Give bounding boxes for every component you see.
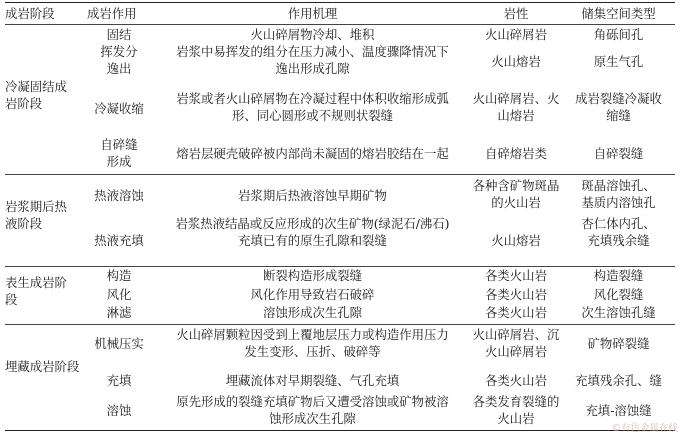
row-mechanism: 风化作用导致岩石破碎 [250, 287, 375, 302]
row-action: 淋滤 [106, 305, 132, 320]
row-mechanism: 火山碎屑颗粒因受到上覆地层压力或构造作用压力 发生变形、压折、破碎等 [176, 327, 449, 359]
header-rock: 岩性 [503, 6, 529, 21]
stage-label-3: 表生成岩阶 段 [5, 275, 67, 307]
row-rock: 各类火山岩 [485, 268, 547, 283]
row-action: 固结 [106, 27, 132, 42]
row-mechanism: 火山碎屑物冷却、堆积 [250, 27, 375, 42]
row-mechanism: 岩浆中易挥发的组分在压力减小、温度骤降情况下 逸出形成孔隙 [176, 44, 449, 76]
row-space: 自碎裂缝 [593, 146, 644, 161]
header-space: 储集空间类型 [581, 6, 656, 21]
row-rock: 火山碎屑岩、火 山熔岩 [472, 91, 560, 123]
row-space: 斑晶溶蚀孔、 基质内溶蚀孔 [581, 178, 656, 210]
row-mechanism: 岩浆或者火山碎屑物在冷凝过程中体积收缩形成弧 形、同心圆形或不规则状裂缝 [176, 91, 449, 123]
row-space: 杏仁体内孔、 充填残余缝 [581, 216, 656, 248]
header-action: 成岩作用 [87, 6, 137, 21]
row-rock: 各类火山岩 [485, 373, 547, 388]
stage-label-2: 岩浆期后热 液阶段 [5, 199, 67, 231]
row-space: 角砾间孔 [593, 27, 644, 42]
row-space: 风化裂缝 [593, 287, 644, 302]
row-mechanism: 埋藏流体对早期裂缝、气孔充填 [225, 373, 400, 388]
row-mechanism: 岩浆期后热液溶蚀早期矿物 [238, 188, 387, 203]
row-space: 矿物碎裂缝 [587, 336, 650, 351]
group-rule-1 [5, 174, 675, 175]
row-mechanism: 熔岩层硬壳破碎被内部尚未凝固的熔岩胶结在一起 [176, 146, 449, 161]
row-space: 充填-溶蚀缝 [585, 403, 652, 418]
row-mechanism: 溶蚀形成次生孔隙 [262, 305, 363, 320]
row-mechanism: 原先形成的裂缝充填矿物后又遭受溶蚀或矿物被溶 蚀形成次生孔隙 [176, 394, 449, 426]
row-rock: 火山碎屑岩、沉 火山碎屑岩 [472, 327, 560, 359]
row-rock: 各类火山岩 [485, 305, 547, 320]
header-rule [5, 24, 675, 25]
row-mechanism: 断裂构造形成裂缝 [262, 268, 363, 283]
row-action: 冷凝收缩 [94, 101, 144, 116]
row-space: 充填残余孔、缝 [575, 373, 662, 388]
row-action: 热液充填 [94, 233, 144, 248]
row-space: 原生气孔 [593, 54, 644, 69]
row-space: 成岩裂缝冷凝收 缩缝 [575, 91, 662, 123]
row-action: 机械压实 [94, 336, 144, 351]
row-action: 构造 [106, 268, 132, 283]
header-stage: 成岩阶段 [5, 6, 55, 21]
row-action: 自碎缝 形成 [100, 137, 138, 169]
stage-label-4: 埋藏成岩阶段 [5, 359, 80, 374]
bottom-rule [5, 430, 675, 431]
group-rule-3 [5, 324, 675, 325]
row-rock: 自碎熔岩类 [485, 146, 547, 161]
watermark: ©有色金属在线 [611, 423, 678, 434]
row-rock: 火山熔岩 [491, 54, 541, 69]
table [5, 2, 675, 432]
row-rock: 火山碎屑岩 [485, 27, 547, 42]
row-space: 构造裂缝 [593, 268, 644, 283]
top-rule [5, 2, 675, 3]
row-rock: 各类火山岩 [485, 287, 547, 302]
row-action: 充填 [106, 373, 132, 388]
row-rock: 火山熔岩 [491, 233, 541, 248]
row-action: 挥发分 逸出 [100, 44, 138, 76]
row-action: 热液溶蚀 [94, 188, 144, 203]
row-mechanism: 岩浆热液结晶或反应形成的次生矿物(绿泥石/沸石) 充填已有的原生孔隙和裂缝 [175, 216, 450, 248]
row-space: 次生溶蚀孔缝 [581, 305, 656, 320]
row-action: 风化 [106, 287, 132, 302]
stage-label-1: 冷凝固结成 岩阶段 [5, 79, 67, 111]
row-action: 溶蚀 [106, 403, 132, 418]
row-rock: 各类发育裂缝的 火山岩 [472, 394, 560, 426]
row-rock: 各种含矿物斑晶 的火山岩 [472, 178, 560, 210]
header-mechanism: 作用机理 [287, 6, 338, 21]
